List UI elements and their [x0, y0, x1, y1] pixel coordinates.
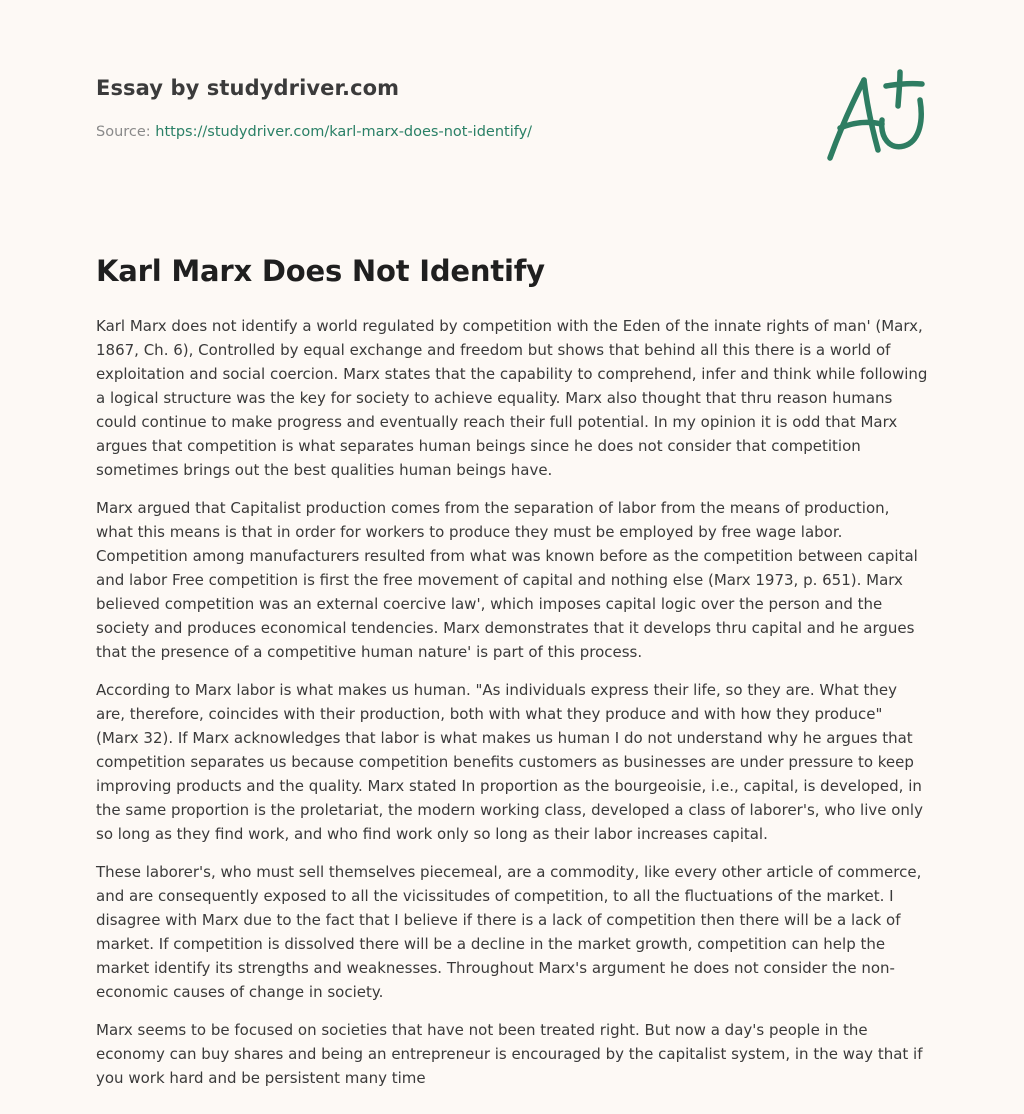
essay-paragraph: Karl Marx does not identify a world regulated by competition with the Eden of the innate rights of man' (Marx, 1867, Ch. 6), Controlled by equal exchange and freedom but shows that behind all this there is a world of exploitation and social coercion. Marx states that the capability to comprehend, infer and think while following a logical structure was the key for society to achieve equality. Marx also thought that thru reason humans could continue to make progress and eventually reach their full potential. In my opinion it is odd that Marx argues that competition is what separates human beings since he does not consider that competition sometimes brings out the best qualities human beings have.: [96, 317, 928, 479]
a-plus-logo-icon: [820, 66, 930, 166]
source-line: [96, 124, 532, 140]
essay-title: Karl Marx Does Not Identify: [96, 254, 545, 288]
essay-body: [96, 314, 928, 1104]
essay-paragraph: According to Marx labor is what makes us human. "As individuals express their life, so they are. What they are, therefore, coincides with their production, both with what they produce and with how they produce" (Marx 32). If Marx acknowledges that labor is what makes us human I do not understand why he argues that competition separates us because competition benefits customers as businesses are under pressure to keep improving products and the quality. Marx stated In proportion as the bourgeoisie, i.e., capital, is developed, in the same proportion is the proletariat, the modern working class, developed a class of laborer's, who live only so long as they find work, and who find work only so long as their labor increases capital.: [96, 681, 923, 843]
source-link[interactable]: https://studydriver.com/karl-marx-does-not-identify/: [155, 124, 533, 140]
essay-paragraph: Marx argued that Capitalist production comes from the separation of labor from the means of production, what this means is that in order for workers to produce they must be employed by free wage labor. Competition among manufacturers resulted from what was known before as the competition between capital and labor Free competition is first the free movement of capital and nothing else (Marx 1973, p. 651). Marx believed competition was an external coercive law', which imposes capital logic over the person and the society and produces economical tendencies. Marx demonstrates that it develops thru capital and he argues that the presence of a competitive human nature' is part of this process.: [96, 499, 918, 661]
site-name: Essay by studydriver.com: [96, 76, 400, 100]
source-label: Source:: [96, 124, 151, 140]
essay-paragraph: These laborer's, who must sell themselves piecemeal, are a commodity, like every other article of commerce, and are consequently exposed to all the vicissitudes of competition, to all the fluctuations of the market. I disagree with Marx due to the fact that I believe if there is a lack of competition then there will be a lack of market. If competition is dissolved there will be a decline in the market growth, competition can help the market identify its strengths and weaknesses. Throughout Marx's argument he does not consider the non-economic causes of change in society.: [96, 863, 922, 1001]
essay-paragraph: Marx seems to be focused on societies that have not been treated right. But now a day's people in the economy can buy shares and being an entrepreneur is encouraged by the capitalist system, in the way that if you work hard and be persistent many time: [96, 1021, 923, 1087]
